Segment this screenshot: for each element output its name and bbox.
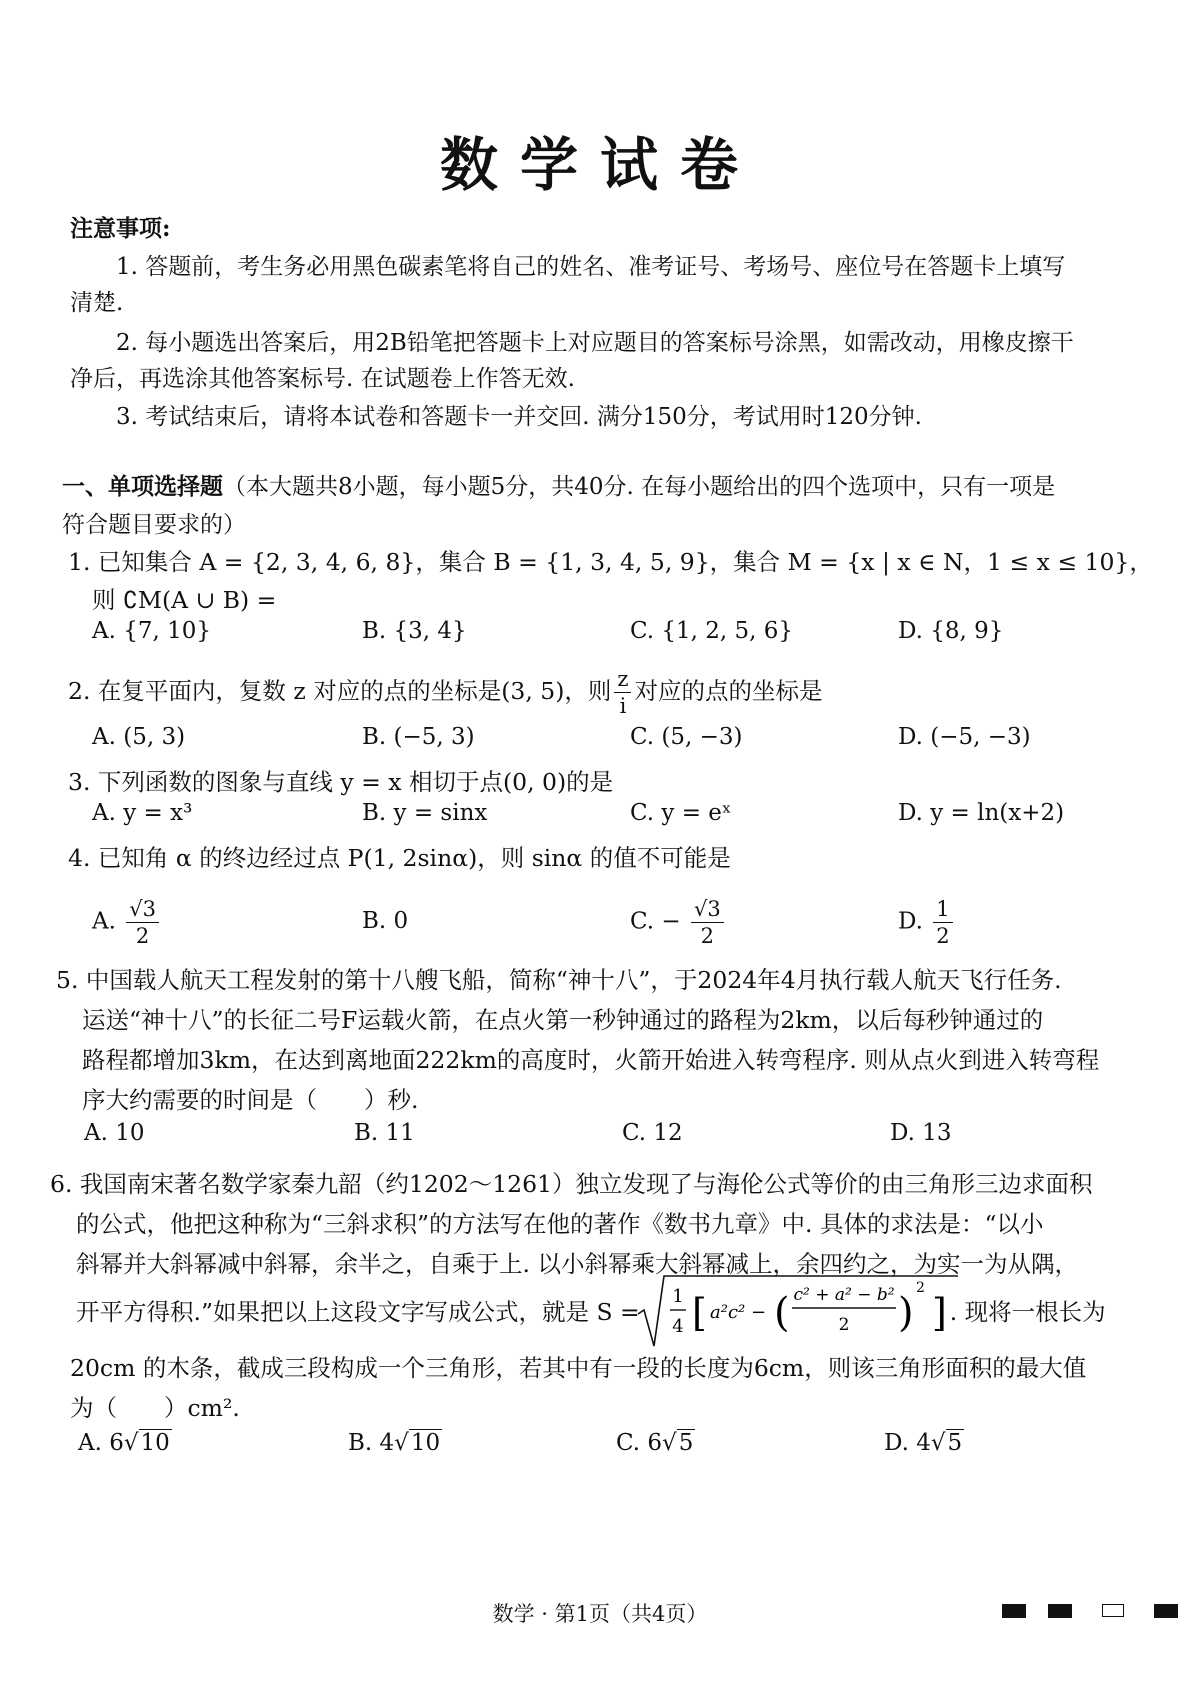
question-5-options bbox=[84, 1120, 1144, 1160]
formula-inner: a²c² − bbox=[710, 1302, 767, 1323]
q4-option-c-fraction bbox=[691, 896, 724, 949]
q3-option-a: A. y = x³ bbox=[92, 800, 193, 826]
q4-option-a bbox=[92, 896, 162, 949]
q3-option-b: B. y = sinx bbox=[362, 800, 488, 826]
page-footer: 数学 · 第1页（共4页） bbox=[492, 1602, 708, 1626]
formula-one: 1 bbox=[672, 1286, 684, 1307]
question-4: 4. 已知角 α 的终边经过点 P(1, 2sinα)，则 sinα 的值不可能是 bbox=[68, 844, 731, 872]
question-4-options bbox=[92, 886, 1152, 946]
q6-a-radicand: 10 bbox=[140, 1430, 170, 1456]
question-6-options bbox=[78, 1430, 1138, 1470]
question-3-options bbox=[92, 800, 1152, 840]
formula-paren-right: ) bbox=[898, 1290, 914, 1336]
q4-option-a-fraction bbox=[126, 896, 159, 949]
q6-c-coef: C. 6 bbox=[616, 1430, 663, 1456]
question-6-line-6: 为（ ）cm². bbox=[70, 1394, 240, 1422]
question-6-line-4 bbox=[76, 1292, 1166, 1332]
q6-b-coef: B. 4 bbox=[348, 1430, 395, 1456]
formula-four: 4 bbox=[672, 1316, 684, 1337]
q1-option-b: B. {3, 4} bbox=[362, 618, 467, 644]
q6-d-radicand: 5 bbox=[947, 1430, 963, 1456]
question-5-line-1: 5. 中国载人航天工程发射的第十八艘飞船，简称“神十八”，于2024年4月执行载人航天飞行任务. bbox=[56, 966, 1062, 994]
q2-frac-num: z bbox=[614, 666, 631, 693]
q6-a-coef: A. 6 bbox=[78, 1430, 124, 1456]
q1-option-c: C. {1, 2, 5, 6} bbox=[630, 618, 794, 644]
question-6-line-3: 斜幂并大斜幂减中斜幂，余半之，自乘于上. 以小斜幂乘大斜幂减上，余四约之，为实一为从隅， bbox=[76, 1250, 1078, 1278]
scan-mark-2 bbox=[1048, 1604, 1072, 1618]
section-1-desc-line-2: 符合题目要求的） bbox=[62, 512, 246, 538]
q3-option-d: D. y = ln(x+2) bbox=[898, 800, 1065, 826]
q4-option-c bbox=[630, 896, 727, 949]
q5-option-c: C. 12 bbox=[622, 1120, 683, 1146]
question-2-options bbox=[92, 724, 1152, 764]
q4-option-c-label: C. − bbox=[630, 908, 681, 935]
q6-option-b: B. 4√10 bbox=[348, 1430, 441, 1456]
q2-frac-den: i bbox=[619, 694, 627, 718]
q1-option-d: D. {8, 9} bbox=[898, 618, 1004, 644]
notice-item-1-line-1: 1. 答题前，考生务必用黑色碳素笔将自己的姓名、准考证号、考场号、座位号在答题卡上填写 bbox=[116, 254, 1066, 280]
q3-option-c: C. y = eˣ bbox=[630, 800, 732, 826]
formula-den: 2 bbox=[838, 1315, 850, 1335]
q6-line-4-post: . 现将一根长为 bbox=[949, 1298, 1106, 1326]
q4-a-den: 2 bbox=[135, 924, 150, 948]
qin-jiushao-formula bbox=[632, 1270, 962, 1350]
q4-option-d-fraction bbox=[933, 896, 952, 949]
q4-option-d bbox=[898, 896, 956, 949]
question-1-options bbox=[92, 618, 1152, 658]
q1-option-a: A. {7, 10} bbox=[92, 618, 212, 644]
q6-b-radicand: 10 bbox=[410, 1430, 441, 1456]
question-5-line-4: 序大约需要的时间是（ ）秒. bbox=[82, 1086, 419, 1114]
q4-option-a-label: A. bbox=[92, 908, 116, 935]
notice-item-2-line-1: 2. 每小题选出答案后，用2B铅笔把答题卡上对应题目的答案标号涂黑，如需改动，用橡皮擦干 bbox=[116, 330, 1074, 356]
question-6-line-5: 20cm 的木条，截成三段构成一个三角形，若其中有一段的长度为6cm，则该三角形面积的最大值 bbox=[70, 1354, 1087, 1382]
formula-paren-left: ( bbox=[774, 1290, 790, 1336]
scan-mark-4 bbox=[1154, 1604, 1178, 1618]
q6-option-c: C. 6√5 bbox=[616, 1430, 694, 1456]
formula-bracket-left: [ bbox=[692, 1291, 707, 1335]
q6-c-radicand: 5 bbox=[678, 1430, 694, 1456]
notice-item-3: 3. 考试结束后，请将本试卷和答题卡一并交回. 满分150分，考试用时120分钟. bbox=[116, 404, 922, 430]
section-1-heading: 一、单项选择题 bbox=[62, 473, 223, 500]
notice-heading: 注意事项: bbox=[70, 215, 171, 242]
q2-text-post: 对应的点的坐标是 bbox=[634, 677, 823, 705]
formula-exponent: 2 bbox=[916, 1280, 925, 1296]
q2-option-d: D. (−5, −3) bbox=[898, 724, 1031, 750]
q2-text-pre: 2. 在复平面内，复数 z 对应的点的坐标是(3, 5)，则 bbox=[68, 677, 612, 705]
q6-line-4-pre: 开平方得积.”如果把以上这段文字写成公式，就是 S = bbox=[76, 1298, 640, 1326]
question-5-line-2: 运送“神十八”的长征二号F运载火箭，在点火第一秒钟通过的路程为2km，以后每秒钟通过的 bbox=[82, 1006, 1044, 1034]
q4-d-num: 1 bbox=[933, 896, 952, 923]
section-1-header bbox=[62, 466, 1162, 508]
page-title: 数学试卷 bbox=[439, 131, 760, 199]
q6-option-d: D. 4√5 bbox=[884, 1430, 963, 1456]
scan-mark-3 bbox=[1102, 1604, 1124, 1617]
question-1-line-1: 1. 已知集合 A = {2, 3, 4, 6, 8}，集合 B = {1, 3, 4, 5, 9}，集合 M = {x | x ∈ N，1 ≤ x ≤ 10}， bbox=[68, 548, 1153, 576]
formula-num: c² + a² − b² bbox=[793, 1285, 895, 1305]
q6-option-a: A. 6√10 bbox=[78, 1430, 170, 1456]
q4-option-d-label: D. bbox=[898, 908, 923, 935]
formula-bracket-right: ] bbox=[932, 1291, 947, 1335]
q6-d-coef: D. 4 bbox=[884, 1430, 931, 1456]
q2-option-c: C. (5, −3) bbox=[630, 724, 743, 750]
q5-option-a: A. 10 bbox=[84, 1120, 145, 1146]
scan-mark-1 bbox=[1002, 1604, 1026, 1618]
q2-option-a: A. (5, 3) bbox=[92, 724, 186, 750]
q2-fraction bbox=[614, 666, 631, 719]
question-1-line-2: 则 ∁M(A ∪ B) = bbox=[92, 586, 277, 614]
q4-c-den: 2 bbox=[700, 924, 715, 948]
question-6-line-1: 6. 我国南宋著名数学家秦九韶（约1202～1261）独立发现了与海伦公式等价的由三角形三边求面积 bbox=[50, 1170, 1093, 1198]
question-6-line-2: 的公式，他把这种称为“三斜求积”的方法写在他的著作《数书九章》中. 具体的求法是：“以小 bbox=[76, 1210, 1044, 1238]
q4-option-b: B. 0 bbox=[362, 908, 409, 934]
section-1-desc: （本大题共8小题，每小题5分，共40分. 在每小题给出的四个选项中，只有一项是 bbox=[223, 474, 1056, 500]
q5-option-d: D. 13 bbox=[890, 1120, 952, 1146]
question-3: 3. 下列函数的图象与直线 y = x 相切于点(0, 0)的是 bbox=[68, 768, 614, 796]
notice-item-2-line-2: 净后，再选涂其他答案标号. 在试题卷上作答无效. bbox=[70, 366, 575, 392]
q4-a-num: √3 bbox=[126, 896, 159, 923]
q4-d-den: 2 bbox=[936, 924, 950, 948]
q4-c-num: √3 bbox=[691, 896, 724, 923]
notice-item-1-line-2: 清楚. bbox=[70, 290, 124, 316]
question-2 bbox=[68, 666, 1158, 719]
question-5-line-3: 路程都增加3km，在达到离地面222km的高度时，火箭开始进入转弯程序. 则从点火到进入转弯程 bbox=[82, 1046, 1100, 1074]
q2-option-b: B. (−5, 3) bbox=[362, 724, 475, 750]
q5-option-b: B. 11 bbox=[354, 1120, 415, 1146]
